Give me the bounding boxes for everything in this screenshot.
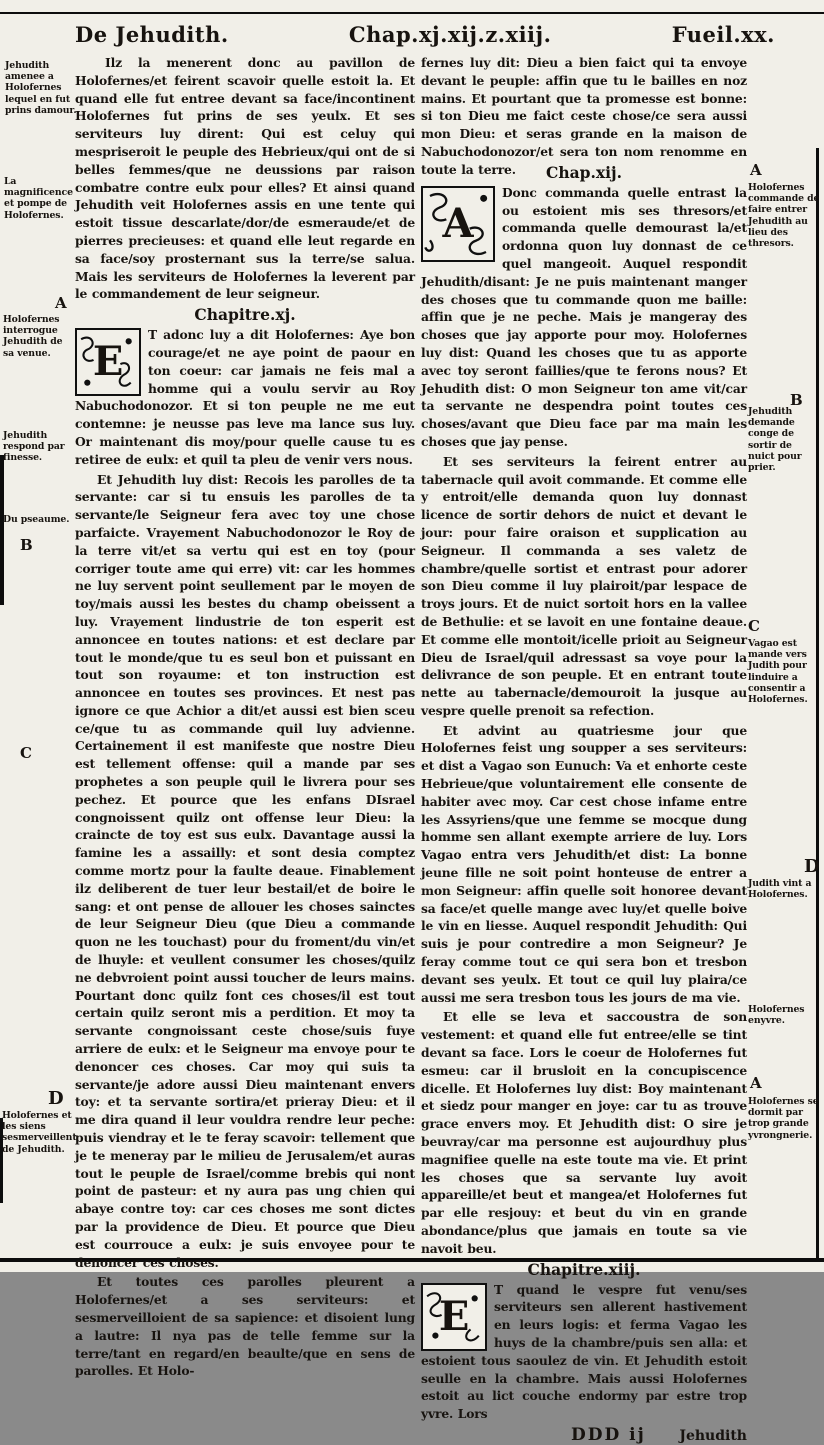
margin-note: Vagao est mande vers Judith pour linduire a consentir a Holofernes. <box>748 638 808 706</box>
quire-signature-row <box>421 1425 747 1445</box>
paragraph-text: T quand le vespre fut venu/ses serviteurs sen allerent hastivement en leurs logis: et ferma Vagao les huys de la chambre/puis sen alla: et estoient tous saoulez de vin. Et Jehudith estoit seulle en la chambre. Mais aussi Holofernes estoit au lict couche endormy par estre trop yvre. Lors <box>421 1281 747 1422</box>
section-letter: A <box>750 1074 762 1092</box>
section-letter: C <box>20 744 32 762</box>
catchword: Jehudith <box>679 1427 747 1444</box>
section-letter: C <box>748 617 760 635</box>
paragraph-with-initial <box>421 1281 747 1423</box>
margin-note: Holofernes commande de faire entrer Jehudith au lieu des thresors. <box>748 182 820 250</box>
section-letter: A <box>55 294 67 312</box>
section-letter: B <box>20 536 33 554</box>
initial-letter: E <box>438 1292 470 1340</box>
margin-note: Jehudith demande conge de sortir de nuict pour prier. <box>748 406 802 474</box>
paragraph: Et toutes ces parolles pleurent a Holofernes/et a ses serviteurs: et sesmerveilloient de sa sapience: et disoient lung a lautre: Il nya pas de telle femme sur la terre/tant en regard/en beaulte/que en sens de parolles. Et Holo- <box>75 1274 415 1379</box>
woodcut-initial <box>421 186 495 262</box>
margin-note: Jehudith respond par finesse. <box>3 430 65 464</box>
paragraph: Et elle se leva et saccoustra de son vestement: et quand elle fut entree/elle se tint devant sa face. Lors le coeur de Holofernes fut esmeu: car il brusloit en la concupiscence dicelle. Et Holofernes luy dist: Boy maintenant et siedz pour manger en joye: car tu as trouve grace envers moy. Et Jehudith dist: O sire je beuvray/car ma personne est aujourdhuy plus magnifiee quelle na este toute ma vie. Et print les choses que sa servante luy avoit appareille/et beut et mangea/et Holofernes fut par elle resjouy: et beut du vin en grande abondance/plus que jamais en toute sa vie navoit beu. <box>421 1009 747 1256</box>
initial-letter: A <box>442 199 474 247</box>
initial-letter: E <box>92 338 124 386</box>
paragraph-text: T adonc luy a dit Holofernes: Aye bon courage/et ne aye point de paour en ton coeur: car jamais ne feis mal a homme qui a voulu servir au Roy Nabuchodonozor. Et si ton peuple ne me eut contemne: je neusse pas leve ma lance sus luy. Or maintenant dis moy/pour quelle cause tu es retiree de eulx: et quil ta pleu de venir vers nous. <box>75 327 415 467</box>
margin-note: Judith vint a Holofernes. <box>748 878 812 901</box>
margin-note: Holofernes se dormit par trop grande yvrongnerie. <box>748 1096 819 1141</box>
scan-artifact-left-upper <box>0 455 4 605</box>
chapter-range: Chap.xj.xij.z.xiij. <box>348 22 552 47</box>
right-column <box>421 54 747 1445</box>
running-head <box>75 22 775 47</box>
margin-note: Holofernes enyvre. <box>748 1004 805 1027</box>
quire-signature: DDD ij <box>571 1424 646 1445</box>
woodcut-initial <box>75 328 141 396</box>
running-title: De Jehudith. <box>75 22 229 47</box>
paragraph-with-initial <box>75 326 415 468</box>
paragraph: Et Jehudith luy dist: Recois les parolles de ta servante: car si tu ensuis les parolles de ta servante/le Seigneur fera avec toy une chose parfaicte. Vrayement Nabuchodonozor le Roy de la terre vit/et sa vertu qui est en toy (pour corriger toute ame qui erre) vit: car les hommes ne luy servent point seullement par le moyen de toy/mais aussi les bestes du champ obeissent a luy. Vrayement lindustrie de ton esperit est annoncee en toutes nations: et est declare par tout le monde/que tu es seul bon et puissant en tout son royaume: et ton instruction est annoncee en toutes ses provinces. Et nest pas ignore ce que Achior a dit/et aussi est bien sceu ce/que tu as commande quil luy advienne. Certainement il est manifeste que nostre Dieu est tellement offense: quil a mande par ses prophetes a son peuple quil le livrera pour ses pechez. Et pource que les enfans DIsrael congnoissent quilz ont offense leur Dieu: la craincte de toy est sus eulx. Davantage aussi la famine les a assailly: et sont desia comptez comme mortz pour la faulte deaue. Finablement ilz deliberent de tuer leur bestail/et de boire le sang: et ont pense de allouer les choses sainctes de leur Seigneur Dieu (que Dieu a commande quon ne les touchast) pour du froment/du vin/et de lhuyle: et veullent consumer les choses/quilz ne debvroient point aussi toucher de leurs mains. Pourtant donc quilz font ces choses/il est tout certain quilz seront mis a perdition. Et moy ta servante congnoissant ceste chose/suis fuye arriere de eulx: et le Seigneur ma envoye pour te denoncer ces choses. Car moy qui suis ta servante/je adore aussi Dieu maintenant envers toy: et ta servante sortira/et prieray Dieu: et il me dira quand il leur vouldra rendre leur peche: puis viendray et le te feray scavoir: tellement que je te meneray par le milieu de Jerusalem/et auras tout le peuple de Israel/comme brebis qui nont point de pasteur: et ny aura pas ung chien qui abaye contre toy: car ces choses me sont dictes par la providence de Dieu. Et pource que Dieu est courrouce a eulx: je suis envoyee pour te denoncer ces choses. <box>75 471 415 1270</box>
chapter-heading-xj: Chapitre.xj. <box>194 305 296 325</box>
paragraph: fernes luy dit: Dieu a bien faict qui ta envoye devant le peuple: affin que tu le bailles en noz mains. Et pourtant que ta promesse est bonne: si ton Dieu me faict ceste chose/ce sera aussi mon Dieu: et seras grande en la maison de Nabuchodonozor/et sera ton nom renomme en toute la terre. <box>421 55 747 177</box>
chapter-heading-xiij: Chapitre.xiij. <box>527 1259 641 1279</box>
folio-number: Fueil.xx. <box>671 22 775 47</box>
section-letter: A <box>750 161 762 179</box>
paragraph-text: Donc commanda quelle entrast la ou estoient mis ses thresors/et commanda quelle demourast la/et ordonna quon luy donnast de ce quel mangeoit. Auquel respondit Jehudith/disant: Je ne puis maintenant manger des choses que tu commande quon me baille: affin que je ne peche. Mais je mangeray des choses que jay apporte pour moy. Holofernes luy dist: Quand les choses que tu as apporte avec toy seront faillies/que te ferons nous? Et Jehudith dist: O mon Seigneur ton ame vit/car ta servante ne despendra point toutes ces choses/avant que Dieu face par ma main les choses que jay pense. <box>421 184 747 449</box>
margin-note: Jehudith amenee a Holofernes lequel en fut prins damour. <box>5 60 77 116</box>
section-letter: B <box>790 391 803 409</box>
chapter-heading-xij: Chap.xij. <box>545 162 623 182</box>
left-column <box>75 54 415 1382</box>
section-letter: D <box>48 1088 64 1109</box>
margin-note: Du pseaume. <box>3 514 70 525</box>
paragraph: Et ses serviteurs la feirent entrer au tabernacle quil avoit commande. Et comme elle y entroit/elle demanda quon luy donnast licence de sortir dehors de nuict et devant le jour: pour faire oraison et supplication au Seigneur. Il commanda a ses valetz de chambre/quelle sortist et entrast pour adorer son Dieu comme il luy plairoit/par lespace de troys jours. Et de nuict sortoit hors en la vallee de Bethulie: et se lavoit en une fontaine deaue. Et comme elle montoit/icelle prioit au Seigneur Dieu de Israel/quil adressast sa voye pour la delivrance de son peuple. Et en entrant toute nette au tabernacle/demouroit la jusque au vespre quelle prenoit sa refection. <box>421 453 747 718</box>
paragraph-with-initial <box>421 184 747 451</box>
woodcut-initial <box>421 1283 487 1351</box>
margin-note: Holofernes interrogue Jehudith de sa venue. <box>3 314 63 359</box>
paragraph: Ilz la menerent donc au pavillon de Holofernes/et feirent scavoir quelle estoit la. Et quand elle fut entree devant sa face/incontinent Holofernes fut prins de ses yeulx. Et ses serviteurs luy dirent: Qui est celuy qui mespriseroit le peuple des Hebrieux/qui ont de si belles femmes/que ne deussions par raison combatre contre eulx pour elles? Et ainsi quand Jehudith veit Holofernes assis en une tente qui estoit tissue descarlate/dor/de esmeraude/et de pierres precieuses: et quand elle leut regarde en sa face/soy prosternant sus la terre/se salua. Mais les serviteurs de Holofernes la leverent par le commandement de leur seigneur. <box>75 55 415 302</box>
margin-note: Holofernes et les siens sesmerveillent de Jehudith. <box>2 1110 77 1155</box>
section-letter: D <box>804 856 820 877</box>
paragraph: Et advint au quatriesme jour que Holofernes feist ung soupper a ses serviteurs: et dist a Vagao son Eunuch: Va et enhorte ceste Hebrieue/que voluntairement elle consente de habiter avec moy. Car cest chose infame entre les Assyriens/que une femme se mocque dung homme sen allant exempte arriere de luy. Lors Vagao entra vers Jehudith/et dist: La bonne jeune fille ne soit point honteuse de entrer a mon Seigneur: affin quelle soit honoree devant sa face/et quelle mange avec luy/et quelle boive le vin en liesse. Auquel respondit Jehudith: Qui suis je pour contredire a mon Seigneur? Je feray comme tout ce qui sera bon et tresbon devant ses yeulx. Et tout ce quil luy plaira/ce aussi me sera tresbon tous les jours de ma vie. <box>421 722 747 1005</box>
margin-note: La magnificence et pompe de Holofernes. <box>4 176 73 221</box>
page-border-top <box>0 12 824 14</box>
